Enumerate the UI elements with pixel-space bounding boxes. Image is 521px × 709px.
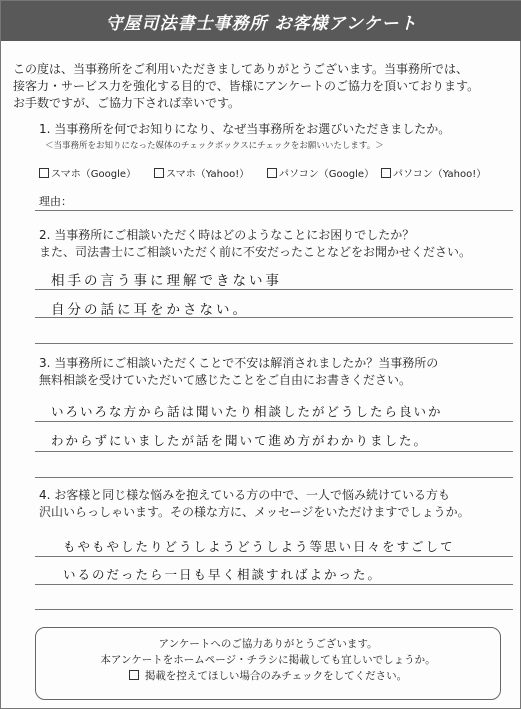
question-4-line: 4. お客様と同じ様な悩みを抱えている方の中で、一人で悩み続けている方も <box>39 488 451 502</box>
checkbox-box[interactable] <box>154 168 164 178</box>
handwritten-answer: もやもやしたりどうしようどうしよう等思い日々をすごして <box>63 539 455 554</box>
page-title: 守屋司法書士事務所 お客様アンケート <box>105 13 418 34</box>
answer-line[interactable] <box>35 289 513 290</box>
answer-line[interactable] <box>35 609 513 610</box>
handwritten-answer: 自分の話に耳をかさない。 <box>51 302 249 318</box>
checkbox-box[interactable] <box>267 168 277 178</box>
footer-question: 本アンケートをホームページ・チラシに掲載しても宜しいでしょうか。 <box>100 654 436 666</box>
intro-line: 接客力・サービス力を強化する目的で、皆様にアンケートのご協力を頂いております。 <box>13 79 480 93</box>
intro-line: お手数ですが、ご協力下されば幸いです。 <box>13 96 241 110</box>
handwritten-answer: 相手の言う事に理解できない事 <box>51 273 282 289</box>
checkbox-smartphone-yahoo[interactable]: スマホ（Yahoo!） <box>154 165 249 180</box>
question-1-note: ＜当事務所をお知りになった媒体のチェックボックスにチェックをお願いいたします。＞ <box>45 141 384 151</box>
question-1: 1. 当事務所を何でお知りになり、なぜ当事務所をお選びいただきましたか。 <box>39 122 451 136</box>
question-3-line: 3. 当事務所にご相談いただくことで不安は解消されましたか？当事務所の <box>39 356 439 370</box>
answer-line[interactable] <box>35 556 513 557</box>
question-4-line: 沢山いらっしゃいます。その様な方に、メッセージをいただけますでしょうか。 <box>39 505 470 519</box>
publish-opt-out[interactable] <box>36 668 500 684</box>
question-2 <box>39 227 514 261</box>
intro-text <box>13 61 513 112</box>
footer-box <box>35 627 501 700</box>
answer-line[interactable] <box>35 317 513 318</box>
question-2-line: 2. 当事務所にご相談いただく時はどのようなことにお困りでしたか？ <box>39 228 415 242</box>
reason-label: 理由： <box>39 195 72 208</box>
answer-line[interactable] <box>35 421 513 422</box>
question-4 <box>39 487 514 521</box>
answer-line[interactable] <box>35 477 513 478</box>
checkbox-pc-yahoo[interactable]: パソコン（Yahoo!） <box>381 165 486 180</box>
footer-thanks: アンケートへのご協力ありがとうございます。 <box>158 638 378 650</box>
title-bar <box>1 1 521 41</box>
opt-out-label: 掲載を控えてほしい場合のみチェックをしてください。 <box>144 670 408 682</box>
answer-line[interactable] <box>35 451 513 452</box>
question-3-line: 無料相談を受けていただいて感じたことをご自由にお書きください。 <box>39 373 412 387</box>
answer-line[interactable] <box>35 343 513 344</box>
checkbox-box[interactable] <box>39 168 49 178</box>
checkbox-pc-google[interactable]: パソコン（Google） <box>267 165 374 180</box>
question-2-line: また、司法書士にご相談いただく前に不安だったことなどをお聞かせください。 <box>39 245 472 259</box>
handwritten-answer: わからずにいましたが話を聞いて進め方がわかりました。 <box>51 433 429 448</box>
question-3 <box>39 355 514 389</box>
reason-answer-line[interactable] <box>35 210 513 211</box>
handwritten-answer: いるのだったら一日も早く相談すればよかった。 <box>63 567 383 582</box>
checkbox-box[interactable] <box>381 168 391 178</box>
checkbox-smartphone-google[interactable]: スマホ（Google） <box>39 165 136 180</box>
handwritten-answer: いろいろな方から話は聞いたり相談したがどうしたら良いか <box>51 404 443 419</box>
opt-out-checkbox[interactable] <box>129 670 139 680</box>
answer-line[interactable] <box>35 584 513 585</box>
intro-line: この度は、当事務所をご利用いただきましてありがとうございます。当事務所では、 <box>13 62 469 76</box>
